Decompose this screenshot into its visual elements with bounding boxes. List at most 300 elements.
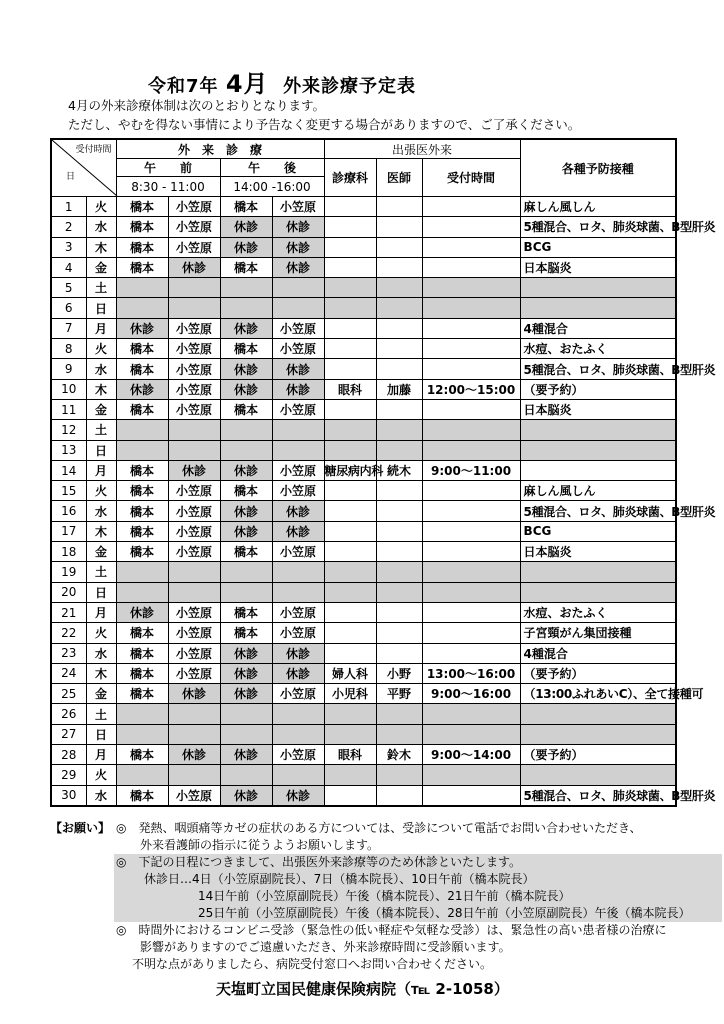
vaccine-info: 麻しん風しん [520,481,676,501]
note-2: ◎ 下記の日程につきまして、出張医外来診療等のため休診といたします。 [116,855,522,869]
visiting-doctor [376,399,422,419]
note-1a: ◎ 発熱、咽頭痛等カゼの症状のある方については、受診について電話でお問い合わせいただき、 [116,821,642,835]
doctor-slot: 橋本 [220,197,272,217]
schedule-row [51,379,676,399]
title-prefix: 令和7年 [148,76,219,97]
weekday: 金 [86,399,116,419]
doctor-slot [116,420,168,440]
weekday: 月 [86,460,116,480]
doctor-slot: 小笠原 [168,501,220,521]
doctor-slot: 休診 [220,501,272,521]
visiting-time [422,298,520,318]
weekday: 金 [86,257,116,277]
note-2b: 14日午前（小笠原副院長）午後（橋本院長）、21日午前（橋本院長） [198,889,571,903]
visiting-dept [324,501,376,521]
visiting-dept [324,237,376,257]
note-3c: 不明な点がありましたら、病院受付窓口へお問い合わせください。 [132,957,493,971]
vaccine-info: 5種混合、ロタ、肺炎球菌、B型肝炎 [520,501,676,521]
schedule-row [51,481,676,501]
doctor-slot: 休診 [272,521,324,541]
schedule-row [51,643,676,663]
schedule-row [51,704,676,724]
doctor-slot [168,562,220,582]
doctor-slot: 休診 [220,379,272,399]
title-month: 4月 [225,70,269,98]
note-3b: 影響がありますのでご遠慮いただき、外来診療時間に受診願います。 [140,940,511,954]
doctor-slot: 小笠原 [168,359,220,379]
doctor-slot: 橋本 [116,399,168,419]
day-number: 14 [51,460,86,480]
doctor-slot: 小笠原 [168,217,220,237]
doctor-slot: 小笠原 [272,481,324,501]
weekday: 火 [86,197,116,217]
doctor-header: 医師 [376,159,422,197]
vaccine-info: （要予約） [520,663,676,683]
schedule-row [51,745,676,765]
doctor-slot [272,440,324,460]
visiting-dept [324,217,376,237]
schedule-row [51,460,676,480]
visiting-time [422,197,520,217]
vaccine-info [520,724,676,744]
weekday: 月 [86,318,116,338]
visiting-dept [324,643,376,663]
doctor-slot: 休診 [220,663,272,683]
doctor-slot: 小笠原 [272,399,324,419]
doctor-slot: 小笠原 [168,481,220,501]
doctor-slot [168,724,220,744]
visiting-dept [324,359,376,379]
doctor-slot: 橋本 [116,359,168,379]
doctor-slot: 橋本 [116,339,168,359]
visiting-dept [324,318,376,338]
doctor-slot [116,440,168,460]
schedule-row [51,582,676,602]
weekday: 土 [86,420,116,440]
doctor-slot: 橋本 [116,217,168,237]
doctor-slot [116,724,168,744]
doctor-slot: 休診 [272,643,324,663]
weekday: 月 [86,602,116,622]
day-number: 4 [51,257,86,277]
doctor-slot [272,765,324,785]
visiting-dept: 糖尿病内科 [324,460,376,480]
day-number: 29 [51,765,86,785]
schedule-row [51,257,676,277]
doctor-slot: 小笠原 [272,542,324,562]
visiting-doctor [376,339,422,359]
schedule-row [51,501,676,521]
schedule-row [51,440,676,460]
doctor-slot: 休診 [168,257,220,277]
schedule-row [51,420,676,440]
day-number: 11 [51,399,86,419]
vaccine-info: 5種混合、ロタ、肺炎球菌、B型肝炎 [520,217,676,237]
visiting-doctor [376,278,422,298]
visiting-dept [324,724,376,744]
visiting-doctor [376,623,422,643]
vaccine-info [520,420,676,440]
visiting-time: 13:00～16:00 [422,663,520,683]
visiting-doctor [376,440,422,460]
doctor-slot: 小笠原 [168,602,220,622]
schedule-row [51,663,676,683]
doctor-slot [116,298,168,318]
doctor-slot [168,278,220,298]
doctor-slot: 休診 [272,501,324,521]
doctor-slot [220,582,272,602]
visiting-time [422,643,520,663]
day-number: 1 [51,197,86,217]
vaccine-info: 水痘、おたふく [520,602,676,622]
visiting-doctor [376,318,422,338]
vaccine-info: 5種混合、ロタ、肺炎球菌、B型肝炎 [520,359,676,379]
page-title [148,64,416,99]
doctor-slot: 小笠原 [272,684,324,704]
day-number: 23 [51,643,86,663]
doctor-slot: 橋本 [220,602,272,622]
weekday: 日 [86,298,116,318]
intro-line-2: ただし、やむを得ない事情により予告なく変更する場合がありますので、ご了承ください。 [68,117,581,132]
visiting-doctor [376,562,422,582]
day-number: 24 [51,663,86,683]
visiting-time [422,481,520,501]
visiting-time [422,257,520,277]
schedule-row [51,684,676,704]
doctor-slot [272,562,324,582]
visiting-time [422,399,520,419]
doctor-slot: 休診 [272,663,324,683]
doctor-slot [220,562,272,582]
day-label: 日 [66,172,76,182]
visiting-time [422,359,520,379]
intro-line-1: 4月の外来診療体制は次のとおりとなります。 [68,98,325,113]
doctor-slot: 橋本 [220,542,272,562]
day-number: 19 [51,562,86,582]
doctor-slot: 休診 [220,521,272,541]
weekday: 土 [86,278,116,298]
doctor-slot: 休診 [220,460,272,480]
doctor-slot: 小笠原 [272,318,324,338]
visiting-time [422,765,520,785]
weekday: 日 [86,440,116,460]
visiting-doctor: 続木 [376,460,422,480]
header-corner [51,139,116,197]
doctor-slot: 橋本 [116,460,168,480]
visiting-dept [324,278,376,298]
visiting-time [422,318,520,338]
day-number: 18 [51,542,86,562]
doctor-slot [168,582,220,602]
visiting-doctor [376,501,422,521]
doctor-slot: 小笠原 [168,379,220,399]
schedule-row [51,562,676,582]
weekday: 月 [86,745,116,765]
visiting-doctor [376,257,422,277]
doctor-slot: 休診 [116,379,168,399]
doctor-slot: 小笠原 [168,623,220,643]
visiting-time [422,602,520,622]
visiting-time [422,521,520,541]
title-main: 外来診療予定表 [283,76,417,97]
reception-time-label: 受付時間 [75,145,112,155]
vaccine-info [520,765,676,785]
day-number: 6 [51,298,86,318]
weekday: 火 [86,623,116,643]
day-number: 5 [51,278,86,298]
visiting-time [422,785,520,806]
weekday: 木 [86,237,116,257]
vaccine-info [520,562,676,582]
doctor-slot: 休診 [272,257,324,277]
schedule-row [51,298,676,318]
doctor-slot: 休診 [220,237,272,257]
pm-header: 午 後 [220,159,324,177]
schedule-row [51,724,676,744]
day-number: 21 [51,602,86,622]
vaccine-header: 各種予防接種 [520,139,676,197]
vaccine-info: 日本脳炎 [520,399,676,419]
doctor-slot: 小笠原 [168,785,220,806]
doctor-slot: 休診 [272,785,324,806]
note-3a: ◎ 時間外におけるコンビニ受診（緊急性の低い軽症や気軽な受診）は、緊急性の高い患者様の治療に [116,923,667,937]
doctor-slot [116,582,168,602]
vaccine-info [520,440,676,460]
doctor-slot [272,278,324,298]
visiting-time [422,582,520,602]
doctor-slot: 橋本 [220,339,272,359]
schedule-row [51,765,676,785]
doctor-slot: 小笠原 [168,339,220,359]
vaccine-info: 水痘、おたふく [520,339,676,359]
doctor-slot: 小笠原 [168,643,220,663]
doctor-slot: 小笠原 [168,197,220,217]
schedule-row [51,602,676,622]
vaccine-info: （要予約） [520,745,676,765]
vaccine-info: BCG [520,521,676,541]
doctor-slot: 小笠原 [168,399,220,419]
schedule-row [51,521,676,541]
visiting-doctor [376,197,422,217]
day-number: 13 [51,440,86,460]
day-number: 26 [51,704,86,724]
vaccine-info: 5種混合、ロタ、肺炎球菌、B型肝炎 [520,785,676,806]
doctor-slot: 小笠原 [272,623,324,643]
doctor-slot [220,765,272,785]
day-number: 15 [51,481,86,501]
visiting-time [422,339,520,359]
weekday: 木 [86,379,116,399]
visiting-doctor [376,217,422,237]
note-2c: 25日午前（小笠原副院長）午後（橋本院長）、28日午前（小笠原副院長）午後（橋本院長） [198,906,691,920]
doctor-slot: 橋本 [116,237,168,257]
weekday: 水 [86,643,116,663]
shutcho-header: 出張医外来 [324,139,520,159]
doctor-slot [220,724,272,744]
schedule-table [50,138,716,807]
visiting-doctor: 加藤 [376,379,422,399]
day-number: 7 [51,318,86,338]
weekday: 火 [86,339,116,359]
doctor-slot: 橋本 [116,643,168,663]
visiting-doctor: 鈴木 [376,745,422,765]
visiting-time [422,501,520,521]
vaccine-info: 4種混合 [520,318,676,338]
doctor-slot: 小笠原 [272,460,324,480]
visiting-dept: 小児科 [324,684,376,704]
visiting-time [422,420,520,440]
weekday: 水 [86,217,116,237]
weekday: 土 [86,704,116,724]
time-header: 受付時間 [422,159,520,197]
vaccine-info: 日本脳炎 [520,542,676,562]
vaccine-info: 子宮頸がん集団接種 [520,623,676,643]
doctor-slot: 橋本 [220,399,272,419]
weekday: 木 [86,663,116,683]
weekday: 土 [86,562,116,582]
doctor-slot: 休診 [272,379,324,399]
visiting-time: 9:00～14:00 [422,745,520,765]
doctor-slot [220,420,272,440]
doctor-slot [220,440,272,460]
doctor-slot: 橋本 [116,197,168,217]
doctor-slot [168,704,220,724]
weekday: 金 [86,684,116,704]
visiting-dept [324,399,376,419]
visiting-dept [324,521,376,541]
visiting-time: 9:00～16:00 [422,684,520,704]
day-number: 16 [51,501,86,521]
doctor-slot: 橋本 [116,542,168,562]
weekday: 日 [86,582,116,602]
doctor-slot: 橋本 [220,481,272,501]
weekday: 金 [86,542,116,562]
visiting-doctor: 平野 [376,684,422,704]
doctor-slot: 小笠原 [168,318,220,338]
schedule-row [51,278,676,298]
doctor-slot: 休診 [220,684,272,704]
doctor-slot: 休診 [116,602,168,622]
weekday: 水 [86,359,116,379]
doctor-slot [168,420,220,440]
weekday: 水 [86,501,116,521]
visiting-time [422,217,520,237]
doctor-slot [220,704,272,724]
doctor-slot [272,298,324,318]
visiting-dept [324,542,376,562]
schedule-row [51,318,676,338]
day-number: 8 [51,339,86,359]
vaccine-info [520,460,676,480]
visiting-doctor [376,298,422,318]
visiting-time: 9:00～11:00 [422,460,520,480]
doctor-slot: 橋本 [220,623,272,643]
visiting-dept [324,440,376,460]
am-header: 午 前 [116,159,220,177]
doctor-slot: 休診 [220,318,272,338]
visiting-dept [324,602,376,622]
visiting-dept [324,582,376,602]
am-time: 8:30 - 11:00 [116,177,220,197]
weekday: 火 [86,481,116,501]
day-number: 22 [51,623,86,643]
doctor-slot: 小笠原 [168,663,220,683]
vaccine-info [520,278,676,298]
visiting-doctor [376,582,422,602]
vaccine-info: 日本脳炎 [520,257,676,277]
doctor-slot [116,765,168,785]
visiting-time [422,440,520,460]
weekday: 火 [86,765,116,785]
visiting-dept [324,339,376,359]
visiting-time: 12:00～15:00 [422,379,520,399]
doctor-slot [220,278,272,298]
visiting-doctor [376,704,422,724]
schedule-row [51,785,676,806]
doctor-slot: 橋本 [220,257,272,277]
note-1b: 外来看護師の指示に従うようお願いします。 [140,838,380,852]
day-number: 9 [51,359,86,379]
day-number: 3 [51,237,86,257]
visiting-doctor [376,643,422,663]
day-number: 12 [51,420,86,440]
hospital-footer: 天塩町立国民健康保険病院（℡ 2-1058） [216,980,509,998]
doctor-slot: 休診 [220,643,272,663]
vaccine-info: BCG [520,237,676,257]
doctor-slot: 橋本 [116,684,168,704]
visiting-dept [324,562,376,582]
day-number: 2 [51,217,86,237]
schedule-row [51,399,676,419]
visiting-dept [324,704,376,724]
doctor-slot: 休診 [168,684,220,704]
doctor-slot: 休診 [272,217,324,237]
visiting-dept [324,785,376,806]
visiting-time [422,542,520,562]
vaccine-info: （要予約） [520,379,676,399]
doctor-slot: 休診 [272,359,324,379]
doctor-slot: 小笠原 [272,339,324,359]
doctor-slot: 小笠原 [168,542,220,562]
day-number: 27 [51,724,86,744]
visiting-time [422,237,520,257]
schedule-row [51,237,676,257]
day-number: 28 [51,745,86,765]
schedule-row [51,197,676,217]
doctor-slot: 橋本 [116,623,168,643]
schedule-row [51,623,676,643]
doctor-slot: 小笠原 [272,602,324,622]
visiting-dept: 眼科 [324,379,376,399]
visiting-time [422,724,520,744]
visiting-doctor: 小野 [376,663,422,683]
doctor-slot: 休診 [220,785,272,806]
doctor-slot [272,582,324,602]
vaccine-info: 4種混合 [520,643,676,663]
visiting-dept: 眼科 [324,745,376,765]
visiting-doctor [376,237,422,257]
visiting-doctor [376,724,422,744]
doctor-slot [272,724,324,744]
doctor-slot: 休診 [220,217,272,237]
vaccine-info [520,298,676,318]
doctor-slot [168,298,220,318]
doctor-slot: 休診 [220,745,272,765]
vaccine-info [520,582,676,602]
visiting-time [422,623,520,643]
visiting-dept [324,298,376,318]
visiting-doctor [376,481,422,501]
